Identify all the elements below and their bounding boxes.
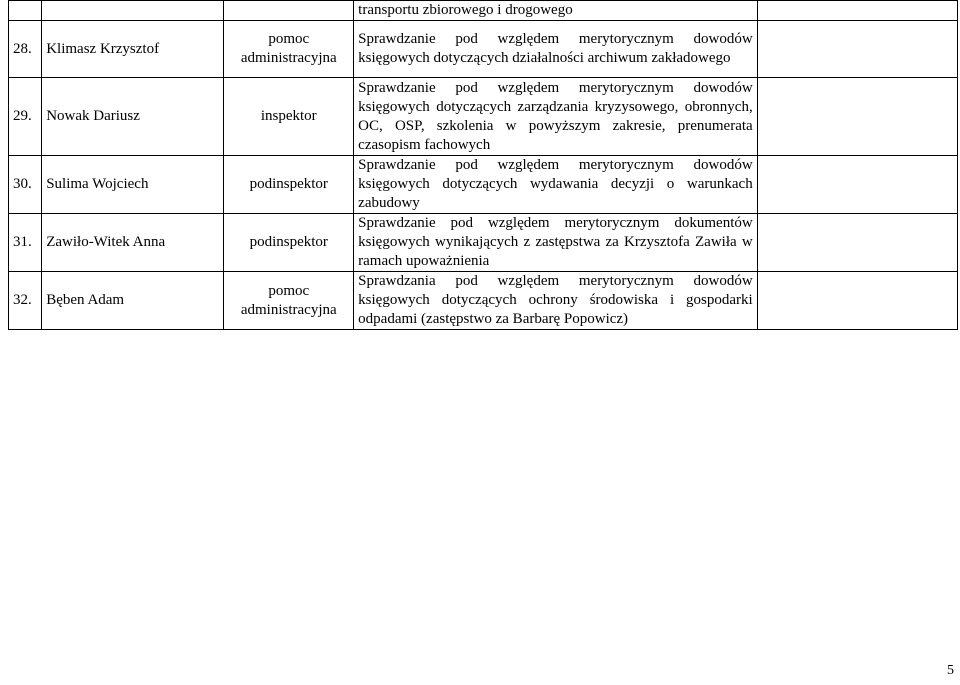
employee-position: inspektor	[224, 78, 354, 156]
table-row	[9, 21, 958, 78]
employee-name: Nowak Dariusz	[42, 78, 224, 156]
duty-description: Sprawdzania pod względem merytorycznym dowodów księgowych dotyczących ochrony środowiska i gospodarki odpadami (zastępstwo za Barbarę Popowicz)	[354, 272, 758, 330]
duty-description: Sprawdzanie pod względem merytorycznym dowodów księgowych dotyczących działalności archiwum zakładowego	[354, 21, 758, 78]
page-number: 5	[947, 663, 954, 678]
employee-name	[42, 1, 224, 21]
table-body	[9, 1, 958, 330]
employee-position: pomoc administracyjna	[224, 21, 354, 78]
employee-position: pomoc administracyjna	[224, 272, 354, 330]
empty-cell	[757, 214, 957, 272]
duty-description: transportu zbiorowego i drogowego	[354, 1, 758, 21]
row-number: 29.	[9, 78, 42, 156]
empty-cell	[757, 1, 957, 21]
row-number: 32.	[9, 272, 42, 330]
duty-description: Sprawdzanie pod względem merytorycznym dowodów księgowych dotyczących zarządzania kryzysowego, obronnych, OC, OSP, szkolenia w powyższym zakresie, prenumerata czasopism fachowych	[354, 78, 758, 156]
employee-name: Zawiło-Witek Anna	[42, 214, 224, 272]
row-number	[9, 1, 42, 21]
empty-cell	[757, 272, 957, 330]
row-number: 28.	[9, 21, 42, 78]
empty-cell	[757, 156, 957, 214]
empty-cell	[757, 21, 957, 78]
table-row	[9, 156, 958, 214]
employee-name: Bęben Adam	[42, 272, 224, 330]
table-row	[9, 1, 958, 21]
table-row	[9, 272, 958, 330]
empty-cell	[757, 78, 957, 156]
row-number: 31.	[9, 214, 42, 272]
employee-position: podinspektor	[224, 214, 354, 272]
row-number: 30.	[9, 156, 42, 214]
employee-position: podinspektor	[224, 156, 354, 214]
employee-name: Klimasz Krzysztof	[42, 21, 224, 78]
employee-position	[224, 1, 354, 21]
duty-description: Sprawdzanie pod względem merytorycznym dowodów księgowych dotyczących wydawania decyzji o warunkach zabudowy	[354, 156, 758, 214]
table-row	[9, 214, 958, 272]
duty-description: Sprawdzanie pod względem merytorycznym dokumentów księgowych wynikających z zastępstwa za Krzysztofa Zawiła w ramach upoważnienia	[354, 214, 758, 272]
employee-name: Sulima Wojciech	[42, 156, 224, 214]
document-table	[8, 0, 958, 330]
table-row	[9, 78, 958, 156]
